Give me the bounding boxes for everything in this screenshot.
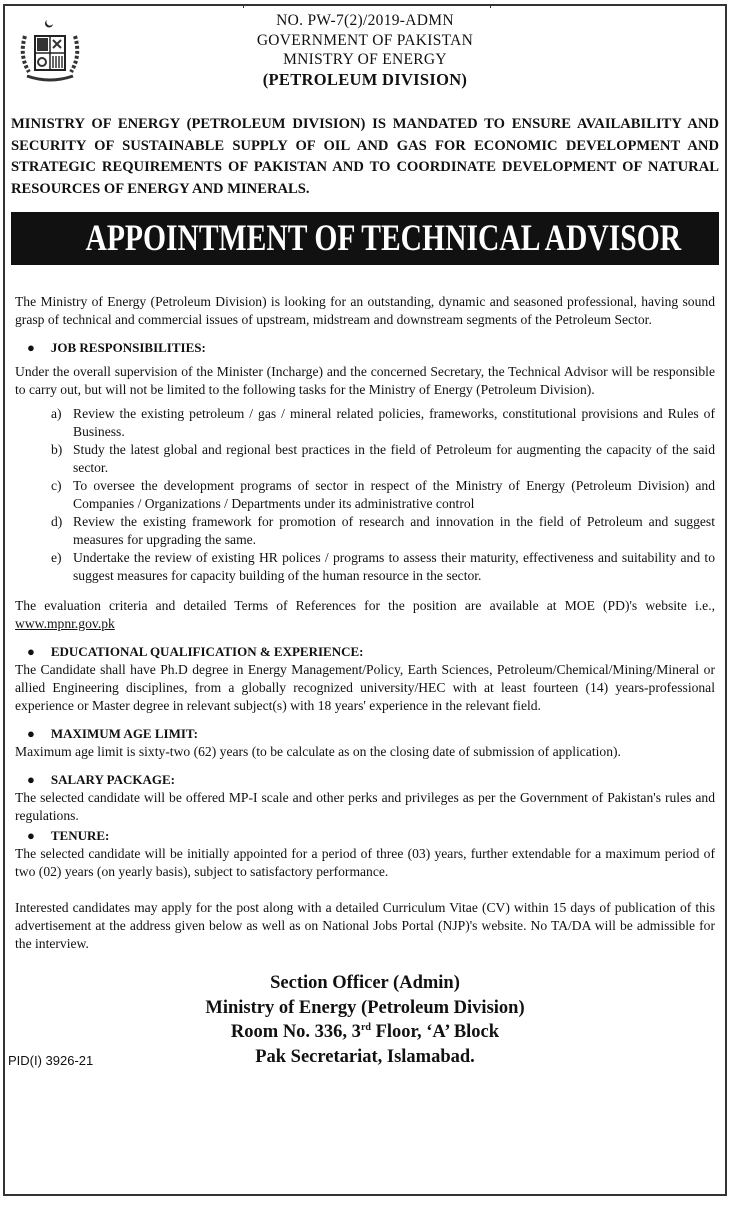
item-key: a) — [51, 406, 62, 421]
item-text: Review the existing petroleum / gas / mineral related policies, frameworks, constitutional provisions and Rules of Business. — [73, 406, 715, 439]
mandate-statement: MINISTRY OF ENERGY (PETROLEUM DIVISION) IS MANDATED TO ENSURE AVAILABILITY AND SECURITY OF SUSTAINABLE SUPPLY OF OIL AND GAS FOR ECONOMIC DEVELOPMENT AND STRATEGIC REQUIREMENTS OF PAKISTAN AND TO COORDINATE DEVELOPMENT OF NATURAL RESOURCES OF ENERGY AND MINERALS. — [11, 116, 719, 197]
evaluation-text: The evaluation criteria and detailed Terms of References for the position are available at MOE (PD)'s website i.e., — [15, 598, 715, 613]
government-name: GOVERNMENT OF PAKISTAN — [256, 31, 474, 49]
evaluation-paragraph — [15, 597, 715, 633]
salary-text: The selected candidate will be offered MP-I scale and other perks and privileges as per the Government of Pakistan's rules and regulations. — [15, 790, 715, 823]
tenure-text: The selected candidate will be initially appointed for a period of three (03) years, further extendable for a maximum period of two (02) years (on yearly basis), subject to satisfactory performance. — [15, 846, 715, 879]
footer-area — [8, 971, 719, 1069]
address-line: Section Officer (Admin) — [270, 973, 460, 993]
advert-body — [15, 293, 715, 953]
item-text: Study the latest global and regional best practices in the field of Petroleum for augmenting the capacity of the said sector. — [73, 442, 715, 475]
list-item — [51, 441, 715, 477]
ordinal-suffix: rd — [360, 1021, 371, 1033]
intro-paragraph: The Ministry of Energy (Petroleum Division) is looking for an outstanding, dynamic and seasoned professional, having sound grasp of technical and commercial issues of upstream, midstream and downstream segments of the Petroleum Sector. — [15, 294, 715, 327]
item-key: e) — [51, 550, 62, 565]
pakistan-state-emblem-icon — [17, 16, 83, 84]
section-heading: ● EDUCATIONAL QUALIFICATION & EXPERIENCE: — [27, 644, 364, 659]
list-item — [51, 549, 715, 585]
address-line: Ministry of Energy (Petroleum Division) — [205, 997, 525, 1018]
address-line: Pak Secretariat, Islamabad. — [255, 1046, 475, 1067]
list-item — [51, 513, 715, 549]
education-text: The Candidate shall have Ph.D degree in Energy Management/Policy, Earth Sciences, Petroleum/Chemical/Mining/Mineral or allied Engineering disciplines, from a globally recognized university/HEC with at least fourteen (14) years-professional experience or Master degree in relevant subject(s) with 18 years' experience in the relevant field. — [15, 662, 715, 713]
item-key: b) — [51, 442, 63, 457]
age-text: Maximum age limit is sixty-two (62) years (to be calculate as on the closing date of submission of application). — [15, 744, 621, 759]
responsibilities-text: Under the overall supervision of the Minister (Incharge) and the concerned Secretary, the Technical Advisor will be responsible to carry out, but will not be limited to the following tasks for the Ministry of Energy (Petroleum Division). — [15, 364, 715, 397]
address-text: Room No. 336, 3 — [230, 1022, 361, 1042]
section-heading: ● MAXIMUM AGE LIMIT: — [27, 726, 198, 741]
division-name: (PETROLEUM DIVISION) — [262, 69, 468, 89]
letterhead-area — [11, 10, 719, 100]
section-heading: ● SALARY PACKAGE: — [27, 772, 175, 787]
letterhead — [11, 10, 719, 89]
reference-number: NO. PW-7(2)/2019-ADMN — [276, 12, 454, 29]
heading-text: MAXIMUM AGE LIMIT: — [50, 726, 198, 741]
apply-paragraph: Interested candidates may apply for the post along with a detailed Curriculum Vitae (CV) within 15 days of publication of this advertisement at the address given below as well as on National Jobs Portal (NJP)'s website. No TA/DA will be admissible for the interview. — [15, 900, 715, 951]
item-text: Review the existing framework for promotion of research and innovation in the field of Petroleum and suggest measures for upgrading the same. — [73, 514, 715, 547]
item-text: To oversee the development programs of sector in respect of the Ministry of Energy (Petroleum Division) and Companies / Organizations / Departments under its administrative control — [73, 478, 715, 511]
section-heading: ● TENURE: — [27, 828, 110, 843]
heading-text: TENURE: — [50, 828, 110, 843]
item-key: c) — [51, 478, 62, 493]
heading-text: EDUCATIONAL QUALIFICATION & EXPERIENCE: — [50, 644, 364, 659]
title-banner — [11, 212, 719, 265]
heading-text: SALARY PACKAGE: — [50, 772, 175, 787]
item-text: Undertake the review of existing HR polices / programs to assess their maturity, effectiveness and suitability and to suggest measures for capacity building of the human resource in the sector. — [73, 550, 715, 583]
contact-address — [11, 971, 719, 1069]
responsibilities-list — [51, 405, 715, 585]
list-item — [51, 405, 715, 441]
pid-number: PID(I) 3926-21 — [8, 1053, 94, 1068]
ministry-name: MNISTRY OF ENERGY — [283, 51, 447, 68]
website-link[interactable]: www.mpnr.gov.pk — [15, 616, 115, 631]
address-text: Floor, ‘A’ Block — [370, 1022, 500, 1042]
item-key: d) — [51, 514, 63, 529]
heading-text: JOB RESPONSIBILITIES: — [50, 340, 206, 355]
advert-border — [3, 4, 727, 1196]
address-line — [11, 1020, 719, 1045]
section-heading: ● JOB RESPONSIBILITIES: — [27, 340, 206, 355]
page-title: APPOINTMENT OF TECHNICAL ADVISOR — [85, 218, 682, 259]
list-item — [51, 477, 715, 513]
